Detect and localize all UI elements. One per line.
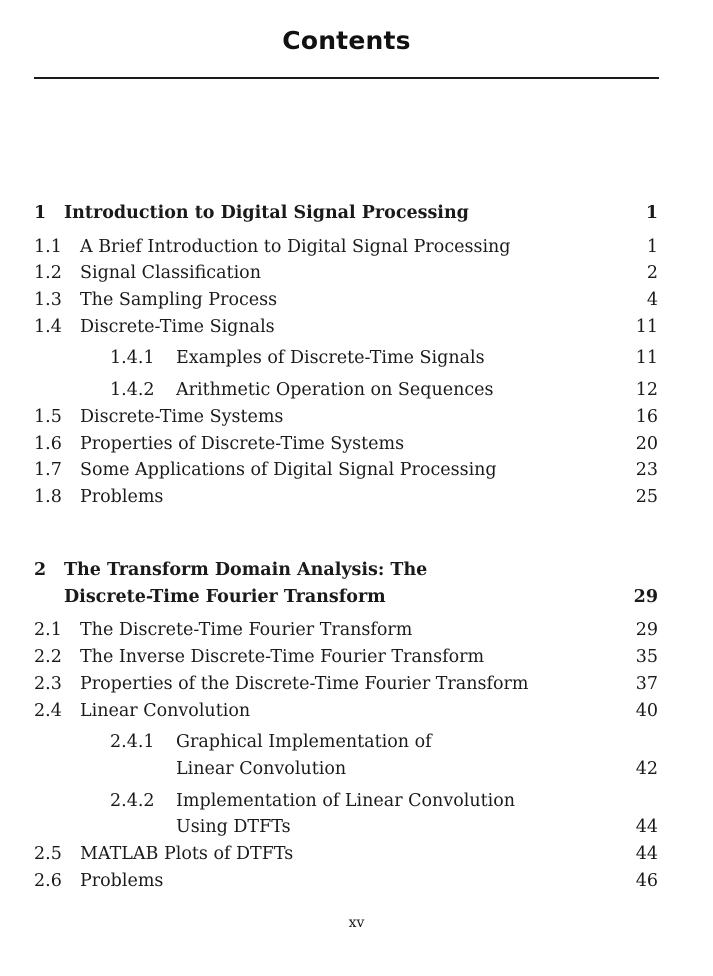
entry-page: 29 [635,620,658,640]
entry-number: 2.5 [34,844,62,864]
chapter-title-line-1: The Transform Domain Analysis: The [64,560,428,580]
entry-title: The Inverse Discrete-Time Fourier Transform [80,647,485,667]
chapter-page: 29 [633,587,658,607]
entry-page: 35 [635,647,658,667]
entry-title: The Sampling Process [80,290,278,310]
title-rule [34,77,659,79]
entry-title: Linear Convolution [80,701,251,721]
chapter-page: 1 [645,203,658,223]
page-title: Contents [282,26,411,55]
entry-page: 20 [635,434,658,454]
entry-number: 2.1 [34,620,62,640]
entry-page: 40 [635,701,658,721]
entry-title: A Brief Introduction to Digital Signal Processing [80,237,511,257]
entry-number: 1.5 [34,407,62,427]
entry-page: 23 [635,460,658,480]
entry-title-line-1: Graphical Implementation of [176,732,432,752]
entry-page: 11 [635,348,658,368]
chapter-title-line-2: Discrete-Time Fourier Transform [64,587,386,607]
entry-title: MATLAB Plots of DTFTs [80,844,294,864]
entry-page: 37 [635,674,658,694]
chapter-number: 1 [34,203,47,223]
entry-title: Problems [80,871,164,891]
entry-number: 2.4.2 [110,791,155,811]
entry-number: 1.4.2 [110,380,155,400]
entry-number: 2.6 [34,871,62,891]
entry-page: 12 [635,380,658,400]
entry-page: 2 [646,263,658,283]
entry-title-line-1: Implementation of Linear Convolution [176,791,516,811]
entry-number: 1.7 [34,460,62,480]
entry-number: 1.1 [34,237,62,257]
entry-page: 46 [635,871,658,891]
entry-title: Problems [80,487,164,507]
entry-title: Arithmetic Operation on Sequences [176,380,494,400]
chapter-number: 2 [34,560,47,580]
entry-number: 2.4.1 [110,732,155,752]
entry-page: 11 [635,317,658,337]
entry-number: 1.2 [34,263,62,283]
entry-number: 2.3 [34,674,62,694]
entry-title-line-2: Using DTFTs [176,817,291,837]
entry-title: Some Applications of Digital Signal Processing [80,460,497,480]
entry-title: Discrete-Time Systems [80,407,284,427]
entry-number: 1.4 [34,317,62,337]
entry-title: Discrete-Time Signals [80,317,275,337]
page-folio: xv [348,915,365,931]
entry-title: The Discrete-Time Fourier Transform [80,620,413,640]
entry-title: Examples of Discrete-Time Signals [176,348,485,368]
chapter-title: Introduction to Digital Signal Processing [64,203,469,223]
entry-number: 1.3 [34,290,62,310]
entry-page: 42 [635,759,658,779]
entry-number: 1.8 [34,487,62,507]
entry-title: Properties of Discrete-Time Systems [80,434,405,454]
entry-title: Signal Classification [80,263,261,283]
entry-page: 16 [635,407,658,427]
entry-number: 1.6 [34,434,62,454]
entry-page: 4 [646,290,658,310]
entry-page: 44 [635,817,658,837]
entry-number: 2.2 [34,647,62,667]
entry-page: 25 [635,487,658,507]
entry-number: 1.4.1 [110,348,155,368]
entry-title: Properties of the Discrete-Time Fourier Transform [80,674,529,694]
entry-number: 2.4 [34,701,62,721]
entry-title-line-2: Linear Convolution [176,759,347,779]
entry-page: 1 [646,237,658,257]
entry-page: 44 [635,844,658,864]
